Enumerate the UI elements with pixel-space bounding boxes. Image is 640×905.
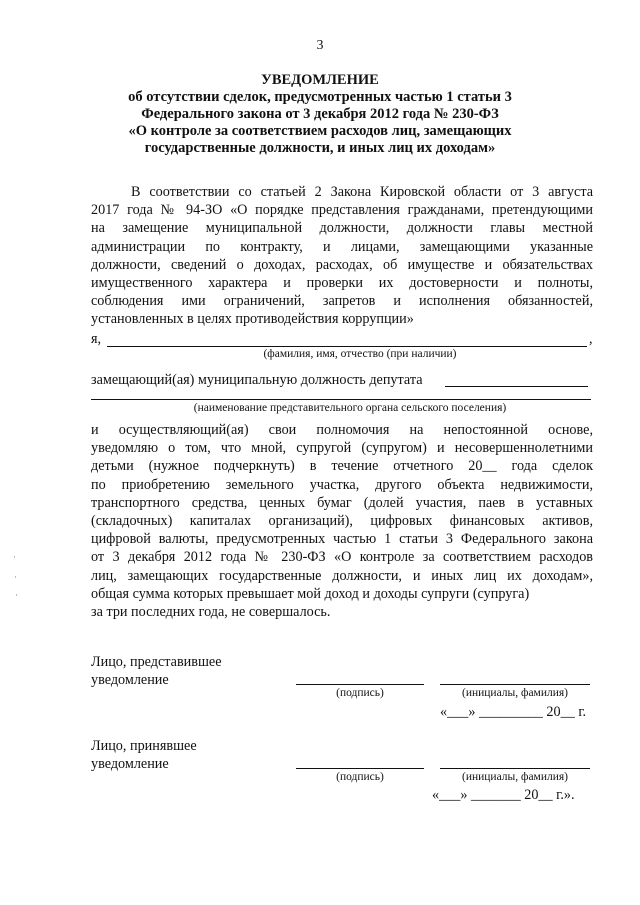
main-line: по приобретению земельного участка, другого объекта недвижимости, — [91, 476, 593, 493]
intro-line: на замещение муниципальной должности, должности главы местной — [91, 220, 593, 237]
intro-line: администрации по контракту, и лицами, замещающими указанные — [91, 238, 593, 255]
intro-line: должности, сведений о доходах, расходах, об имуществе и обязательствах — [91, 256, 593, 273]
name-suffix: , — [589, 331, 593, 347]
position-text: замещающий(ая) муниципальную должность депутата — [91, 372, 423, 388]
page-number: 3 — [316, 38, 324, 53]
name-fill-line — [107, 346, 587, 347]
name-prefix: я, — [91, 331, 102, 347]
document-title — [60, 72, 580, 157]
main-line: уведомляю о том, что мной, супругой (супругом) и несовершеннолетними — [91, 440, 593, 457]
initials-caption: (инициалы, фамилия) — [461, 771, 569, 783]
signature-fill-line — [296, 768, 424, 769]
intro-line: В соответствии со статьей 2 Закона Кировской области от 3 августа — [131, 184, 593, 200]
name-initials-fill-line — [440, 684, 590, 685]
title-line: Федерального закона от 3 декабря 2012 года № 230-ФЗ — [141, 106, 499, 122]
initials-caption: (инициалы, фамилия) — [461, 687, 569, 699]
date-line: «___» _______ 20__ г.». — [432, 787, 575, 803]
main-line: за три последних года, не совершалось. — [91, 603, 331, 620]
main-line: от 3 декабря 2012 года № 230-ФЗ «О контроле за соответствием расходов — [91, 549, 593, 566]
title-line: государственные должности, и иных лиц их доходам» — [144, 140, 496, 156]
sign-label-line: уведомление — [91, 672, 169, 688]
intro-line: установленных в целях противодействия коррупции» — [91, 311, 414, 328]
main-line: (складочных) капиталах организаций), цифровых финансовых активов, — [91, 512, 593, 529]
main-paragraph — [91, 421, 593, 621]
main-line: и осуществляющий(ая) свои полномочия на непостоянной основе, — [91, 422, 593, 438]
main-line: транспортного средства, ценных бумаг (долей участия, паев в уставных — [91, 494, 593, 511]
signature-caption: (подпись) — [336, 687, 384, 699]
intro-paragraph — [91, 183, 593, 329]
name-caption: (фамилия, имя, отчество (при наличии) — [263, 348, 457, 360]
intro-line: 2017 года № 94-ЗО «О порядке представления гражданами, претендующими — [91, 202, 593, 219]
title-line: «О контроле за соответствием расходов лиц, замещающих — [128, 123, 512, 139]
title-line: об отсутствии сделок, предусмотренных частью 1 статьи 3 — [128, 89, 512, 105]
sign-label-line: Лицо, принявшее — [91, 738, 197, 754]
sign-label-line: уведомление — [91, 756, 169, 772]
date-line: «___» _________ 20__ г. — [440, 704, 587, 720]
scan-speck: · — [15, 590, 18, 600]
scan-speck: · — [13, 552, 16, 562]
main-line: лиц, замещающих государственные должности, и иных лиц их доходам», — [91, 567, 593, 584]
organ-caption: (наименование представительного органа сельского поселения) — [193, 402, 507, 414]
organ-fill-line — [91, 399, 591, 400]
sign-label-line: Лицо, представившее — [91, 654, 222, 670]
title-heading: УВЕДОМЛЕНИЕ — [261, 72, 379, 88]
main-line: цифровой валюты, предусмотренных частью 1 статьи 3 Федерального закона — [91, 531, 593, 548]
name-initials-fill-line — [440, 768, 590, 769]
position-fill-line — [445, 386, 588, 387]
main-line: общая сумма которых превышает мой доход и доходы супруги (супруга) — [91, 585, 530, 602]
signature-fill-line — [296, 684, 424, 685]
intro-line: соблюдения ими ограничений, запретов и исполнения обязанностей, — [91, 293, 593, 310]
scan-speck: · — [14, 572, 17, 582]
signature-caption: (подпись) — [336, 771, 384, 783]
main-line: детьми (нужное подчеркнуть) в течение отчетного 20__ года сделок — [91, 458, 593, 475]
intro-line: имущественного характера и проверки их достоверности и полноты, — [91, 274, 593, 291]
